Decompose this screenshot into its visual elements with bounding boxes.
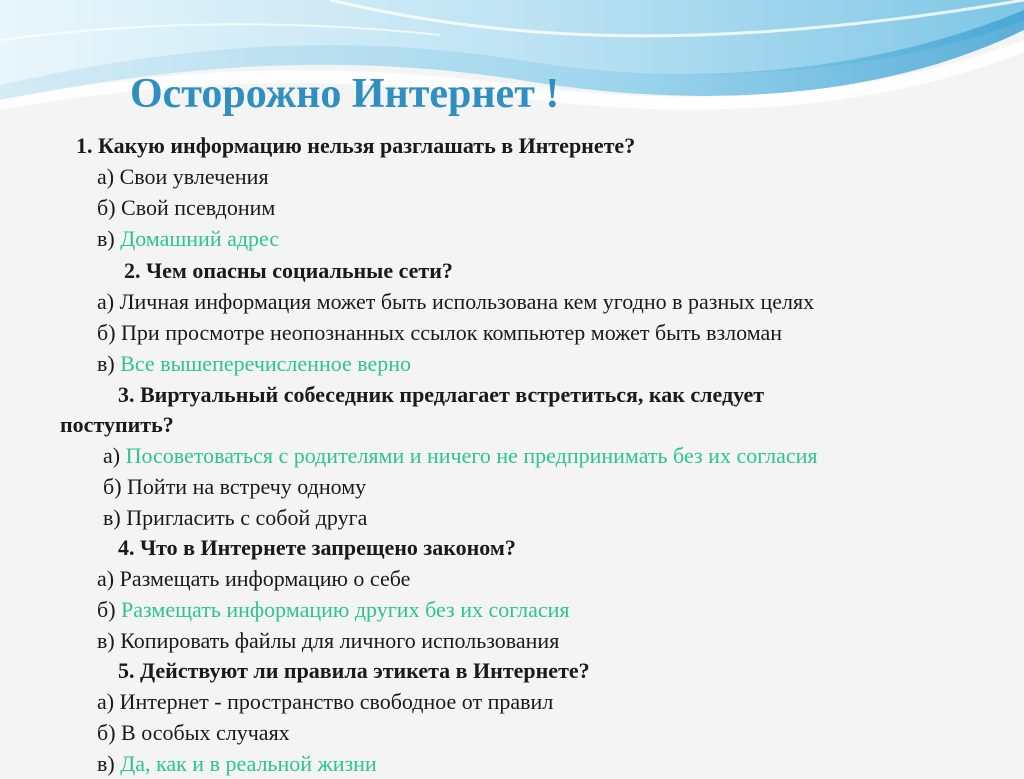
question-1: 1. Какую информацию нельзя разглашать в Интернете? bbox=[76, 133, 636, 158]
option-2a bbox=[97, 287, 814, 317]
page-title: Осторожно Интернет ! bbox=[130, 71, 560, 117]
option-letter: б) bbox=[97, 195, 116, 220]
option-4c bbox=[97, 626, 559, 656]
option-text: Копировать файлы для личного использования bbox=[120, 628, 560, 653]
option-letter: б) bbox=[97, 720, 116, 745]
question-4: 4. Что в Интернете запрещено законом? bbox=[118, 535, 516, 560]
option-text: Пойти на встречу одному bbox=[127, 474, 367, 499]
option-2b bbox=[97, 318, 782, 348]
option-text: Свои увлечения bbox=[119, 164, 269, 189]
option-2c bbox=[97, 349, 411, 379]
correct-answer-text: Посоветоваться с родителями и ничего не предпринимать без их согласия bbox=[125, 443, 818, 468]
option-5a bbox=[97, 687, 553, 717]
option-5c bbox=[97, 749, 377, 779]
question-3-line1: 3. Виртуальный собеседник предлагает встретиться, как следует bbox=[118, 382, 765, 407]
option-1c bbox=[97, 224, 279, 254]
option-letter: в) bbox=[97, 226, 115, 251]
option-text: Размещать информацию о себе bbox=[119, 566, 411, 591]
question-2: 2. Чем опасны социальные сети? bbox=[124, 258, 453, 283]
option-letter: в) bbox=[97, 351, 115, 376]
option-letter: в) bbox=[103, 505, 121, 530]
option-4b bbox=[97, 595, 570, 625]
option-3b bbox=[103, 472, 366, 502]
question-5: 5. Действуют ли правила этикета в Интернете? bbox=[118, 658, 590, 683]
option-3c bbox=[103, 503, 367, 533]
option-text: Личная информация может быть использована кем угодно в разных целях bbox=[119, 289, 815, 314]
option-1b bbox=[97, 193, 275, 223]
question-3-line2: поступить? bbox=[60, 412, 174, 437]
correct-answer-text: Домашний адрес bbox=[120, 226, 280, 251]
option-letter: а) bbox=[97, 689, 115, 714]
option-text: Интернет - пространство свободное от правил bbox=[119, 689, 554, 714]
option-letter: а) bbox=[97, 566, 115, 591]
option-letter: в) bbox=[97, 751, 115, 776]
correct-answer-text: Все вышеперечисленное верно bbox=[120, 351, 412, 376]
option-3a bbox=[103, 441, 818, 471]
option-text: При просмотре неопознанных ссылок компьютер может быть взломан bbox=[121, 320, 783, 345]
option-letter: б) bbox=[97, 597, 116, 622]
option-letter: б) bbox=[97, 320, 116, 345]
option-letter: в) bbox=[97, 628, 115, 653]
option-letter: а) bbox=[103, 443, 121, 468]
option-letter: а) bbox=[97, 164, 115, 189]
option-text: В особых случаях bbox=[121, 720, 290, 745]
option-1a bbox=[97, 162, 269, 192]
option-text: Свой псевдоним bbox=[121, 195, 276, 220]
option-letter: а) bbox=[97, 289, 115, 314]
option-4a bbox=[97, 564, 410, 594]
option-5b bbox=[97, 718, 290, 748]
correct-answer-text: Да, как и в реальной жизни bbox=[120, 751, 377, 776]
option-text: Пригласить с собой друга bbox=[126, 505, 368, 530]
option-letter: б) bbox=[103, 474, 122, 499]
correct-answer-text: Размещать информацию других без их согласия bbox=[121, 597, 570, 622]
